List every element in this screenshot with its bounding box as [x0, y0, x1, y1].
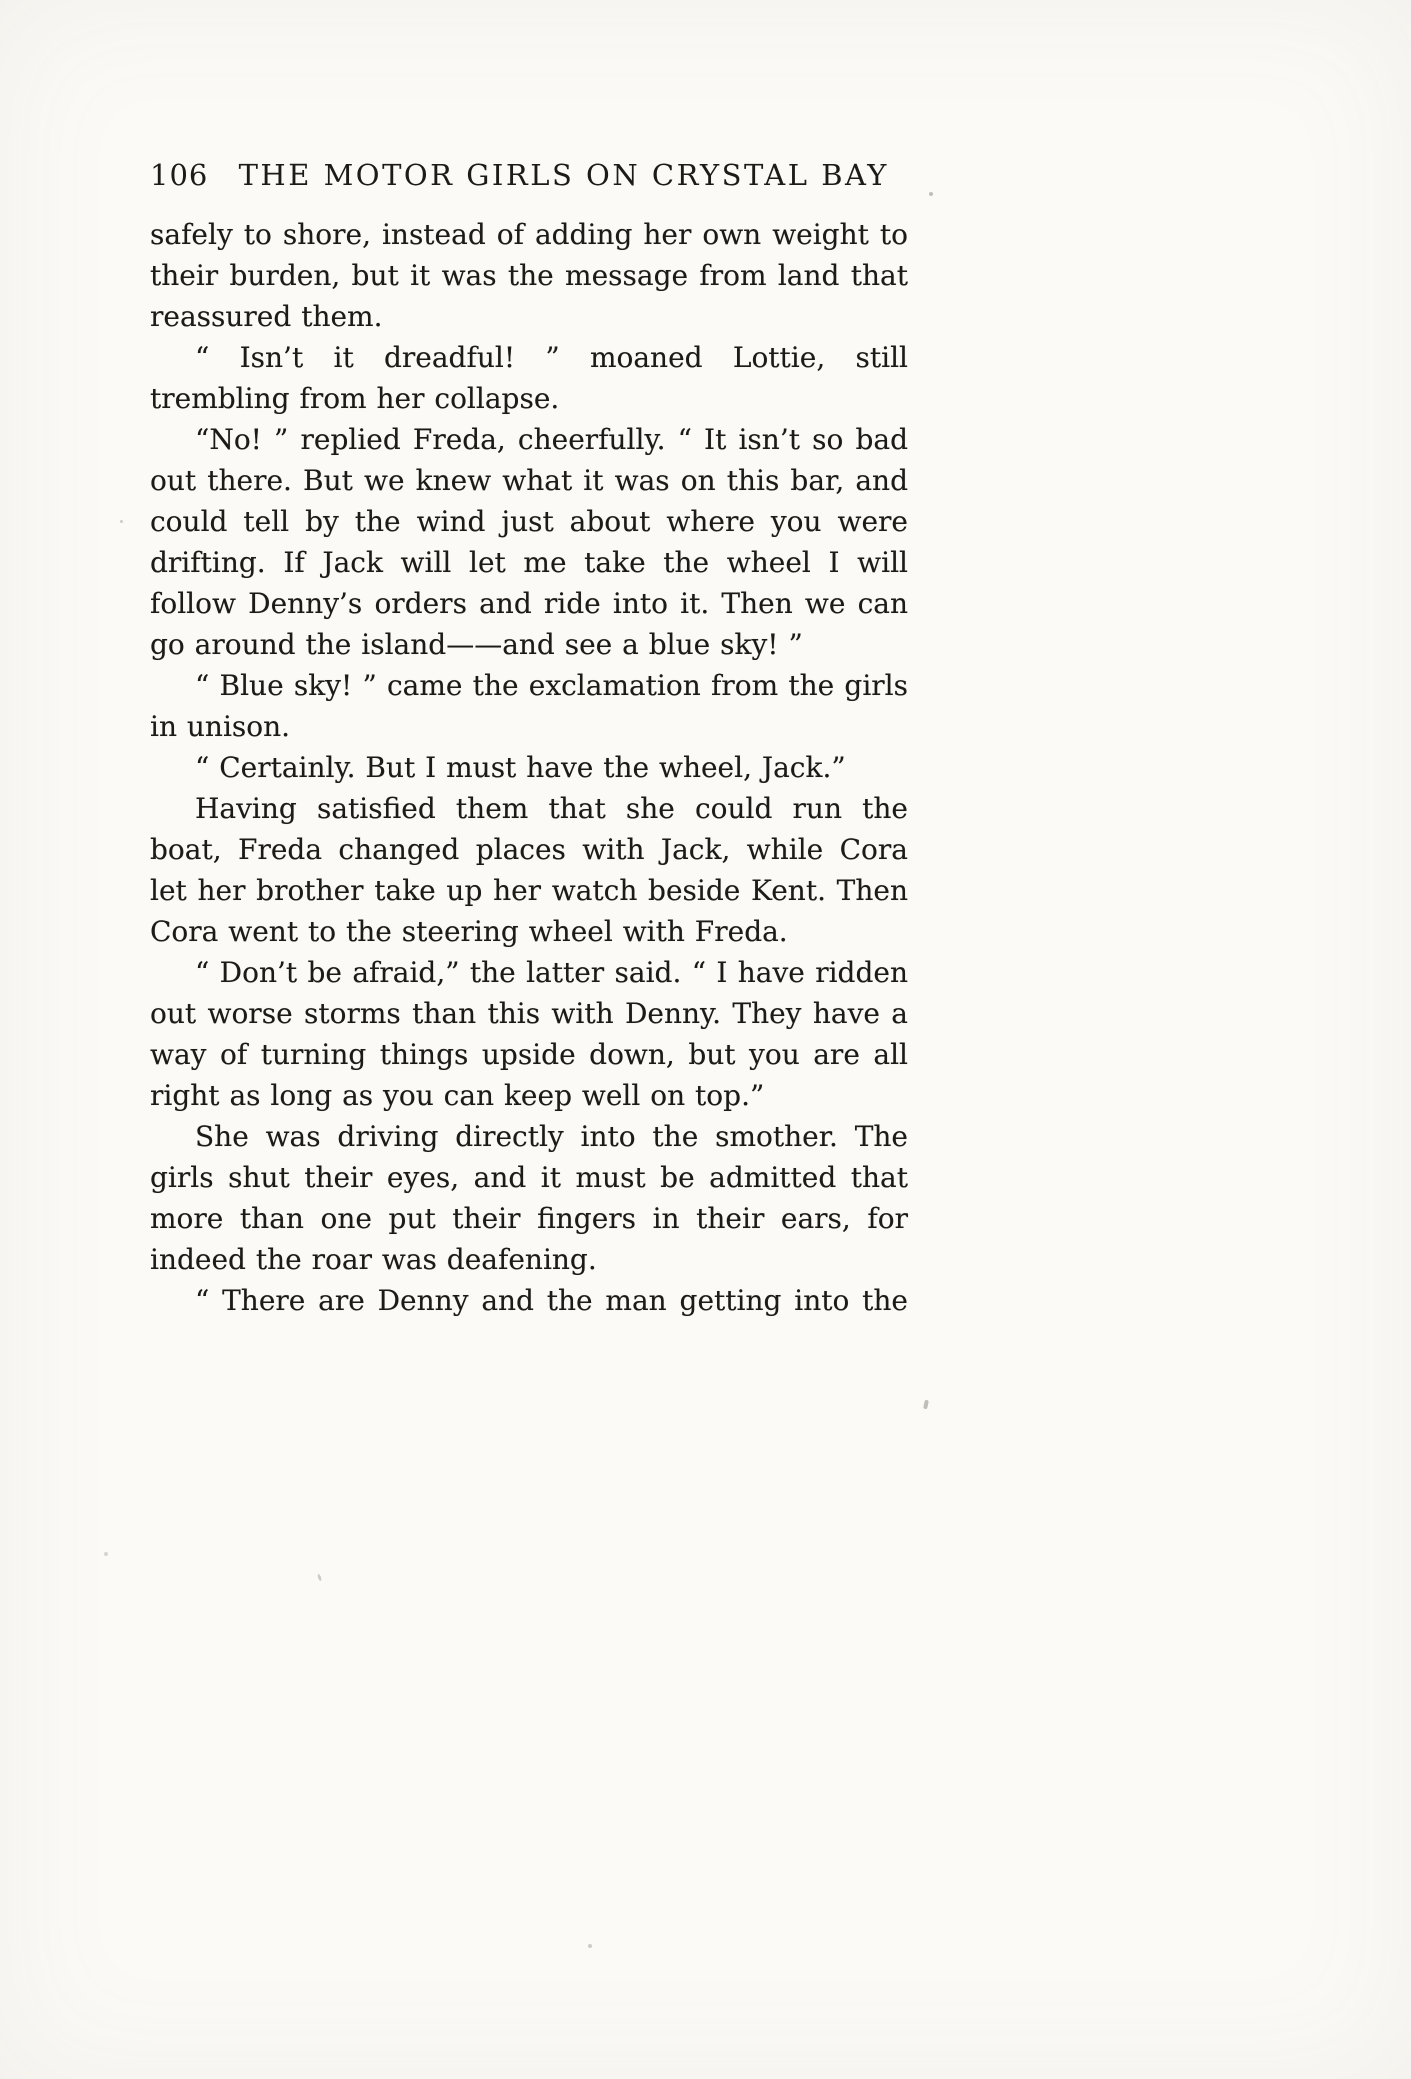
page-header	[150, 158, 920, 192]
scan-speck	[923, 1400, 929, 1410]
scan-speck	[929, 192, 933, 196]
paragraph: “ There are Denny and the man getting into the	[195, 1284, 908, 1317]
paragraph: “ Don’t be afraid,” the latter said. “ I have ridden out worse storms than this with Denny. They have a way of turning things upside down, but you are all right as long as you can keep well on top.”	[150, 956, 908, 1112]
paragraph: “ Isn’t it dreadful! ” moaned Lottie, still trembling from her collapse.	[150, 341, 908, 415]
paragraph: “No! ” replied Freda, cheerfully. “ It isn’t so bad out there. But we knew what it was on this bar, and could tell by the wind just about where you were drifting. If Jack will let me take the wheel I will follow Denny’s orders and ride into it. Then we can go around the island——and see a blue sky! ”	[150, 423, 908, 661]
page-number: 106	[150, 158, 209, 192]
body-text	[150, 214, 908, 1321]
running-title: THE MOTOR GIRLS ON CRYSTAL BAY	[238, 158, 889, 192]
scan-speck	[104, 1552, 108, 1556]
scan-speck	[120, 520, 123, 523]
scan-speck	[588, 1944, 592, 1948]
paragraph: safely to shore, instead of adding her own weight to their burden, but it was the message from land that reassured them.	[150, 218, 908, 333]
paragraph: “ Blue sky! ” came the exclamation from the girls in unison.	[150, 669, 908, 743]
paragraph: She was driving directly into the smother. The girls shut their eyes, and it must be admitted that more than one put their fingers in their ears, for indeed the roar was deafening.	[150, 1120, 908, 1276]
scan-speck	[317, 1574, 322, 1582]
paragraph: Having satisfied them that she could run the boat, Freda changed places with Jack, while Cora let her brother take up her watch beside Kent. Then Cora went to the steering wheel with Freda.	[150, 792, 908, 948]
paragraph: “ Certainly. But I must have the wheel, Jack.”	[195, 751, 846, 784]
